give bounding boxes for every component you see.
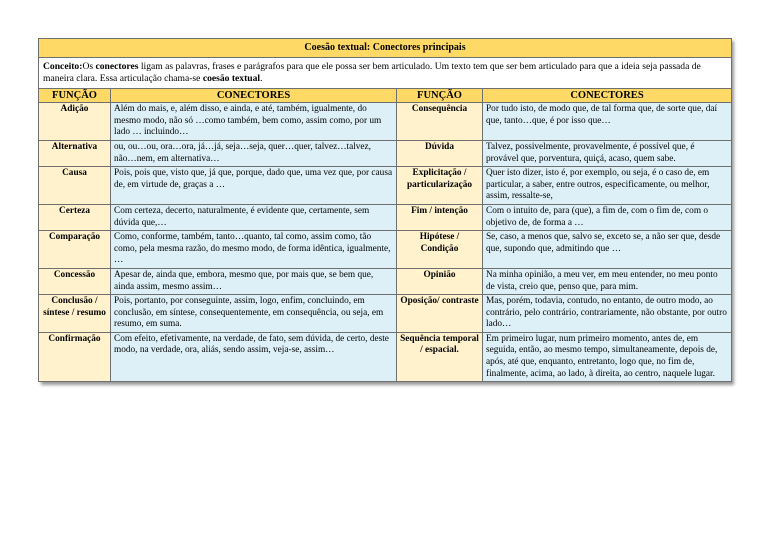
connectors-cell: Mas, porém, todavia, contudo, no entanto, de outro modo, ao contrário, pelo contrário, contrariamente, não obstante, por outro lado… [483, 295, 732, 333]
function-cell: Oposição/ contraste [397, 295, 483, 333]
function-cell: Adição [39, 103, 111, 141]
table-row [39, 167, 732, 205]
table-row [39, 204, 732, 230]
connectors-cell: Apesar de, ainda que, embora, mesmo que, por mais que, se bem que, ainda assim, mesmo assim… [111, 268, 397, 294]
function-cell: Fim / intenção [397, 204, 483, 230]
function-cell: Confirmação [39, 332, 111, 381]
connectors-cell: Além do mais, e, além disso, e ainda, e até, também, igualmente, do mesmo modo, não só …como também, bem como, assim como, por um lado … incluindo… [111, 103, 397, 141]
function-cell: Opinião [397, 268, 483, 294]
connectors-cell: Quer isto dizer, isto é, por exemplo, ou seja, é o caso de, em particular, a saber, entre outros, especificamente, ou melhor, assim, ressalte-se, [483, 167, 732, 205]
connectors-cell: Com o intuito de, para (que), a fim de, com o fim de, com o objetivo de, de forma a … [483, 204, 732, 230]
table-row [39, 332, 732, 381]
function-cell: Causa [39, 167, 111, 205]
connectors-table [38, 38, 732, 382]
function-cell: Dúvida [397, 140, 483, 166]
connectors-cell: ou, ou…ou, ora…ora, já…já, seja…seja, quer…quer, talvez…talvez, não…nem, em alternativa… [111, 140, 397, 166]
table-row [39, 140, 732, 166]
connectors-cell: Na minha opinião, a meu ver, em meu entender, no meu ponto de vista, creio que, penso que, para mim. [483, 268, 732, 294]
connectors-cell: Pois, portanto, por conseguinte, assim, logo, enfim, concluindo, em conclusão, em síntese, consequentemente, em consequência, ou seja, em resumo, em suma. [111, 295, 397, 333]
function-cell: Concessão [39, 268, 111, 294]
function-cell: Alternativa [39, 140, 111, 166]
table-title: Coesão textual: Conectores principais [39, 39, 732, 58]
connectors-cell: Com certeza, decerto, naturalmente, é evidente que, certamente, sem dúvida que,… [111, 204, 397, 230]
header-conectores-right: CONECTORES [483, 88, 732, 103]
concept-paragraph [39, 57, 732, 88]
function-cell: Comparação [39, 231, 111, 269]
connectors-cell: Se, caso, a menos que, salvo se, exceto se, a não ser que, desde que, supondo que, admitindo que … [483, 231, 732, 269]
concept-text-mid: ligam as palavras, frases e parágrafos para que ele possa ser bem articulado. Um texto tem que ser bem articulado para que a ideia seja passada de maneira clara. Essa articulação chama-se [43, 60, 701, 84]
connectors-cell: Por tudo isto, de modo que, de tal forma que, de sorte que, daí que, tanto…que, é por isso que… [483, 103, 732, 141]
connectors-cell: Talvez, possivelmente, provavelmente, é possível que, é provável que, porventura, quiçá, acaso, quem sabe. [483, 140, 732, 166]
concept-label: Conceito: [43, 60, 83, 72]
table-row [39, 295, 732, 333]
concept-text-post: . [260, 72, 263, 84]
table-row [39, 268, 732, 294]
function-cell: Hipótese / Condição [397, 231, 483, 269]
header-conectores-left: CONECTORES [111, 88, 397, 103]
table-row [39, 103, 732, 141]
connectors-cell: Pois, pois que, visto que, já que, porque, dado que, uma vez que, por causa de, em virtude de, graças a … [111, 167, 397, 205]
function-cell: Explicitação / particularização [397, 167, 483, 205]
function-cell: Sequência temporal / espacial. [397, 332, 483, 381]
concept-text-pre: Os [82, 60, 96, 72]
function-cell: Consequência [397, 103, 483, 141]
connectors-cell: Em primeiro lugar, num primeiro momento, antes de, em seguida, então, ao mesmo tempo, simultaneamente, depois de, após, até que, enquanto, entretanto, logo que, no fim de, finalmente, acima, ao lado, à direita, ao centro, naquele lugar. [483, 332, 732, 381]
header-funcao-right: FUNÇÃO [397, 88, 483, 103]
document-table-container [38, 38, 731, 382]
function-cell: Conclusão / síntese / resumo [39, 295, 111, 333]
function-cell: Certeza [39, 204, 111, 230]
table-row [39, 231, 732, 269]
concept-bold-end: coesão textual [202, 72, 261, 84]
concept-bold-word: conectores [95, 60, 139, 72]
header-funcao-left: FUNÇÃO [39, 88, 111, 103]
connectors-cell: Como, conforme, também, tanto…quanto, tal como, assim como, tão como, pela mesma razão, do mesmo modo, de forma idêntica, igualmente, … [111, 231, 397, 269]
connectors-cell: Com efeito, efetivamente, na verdade, de fato, sem dúvida, de certo, deste modo, na verdade, ora, aliás, sendo assim, veja-se, assim… [111, 332, 397, 381]
